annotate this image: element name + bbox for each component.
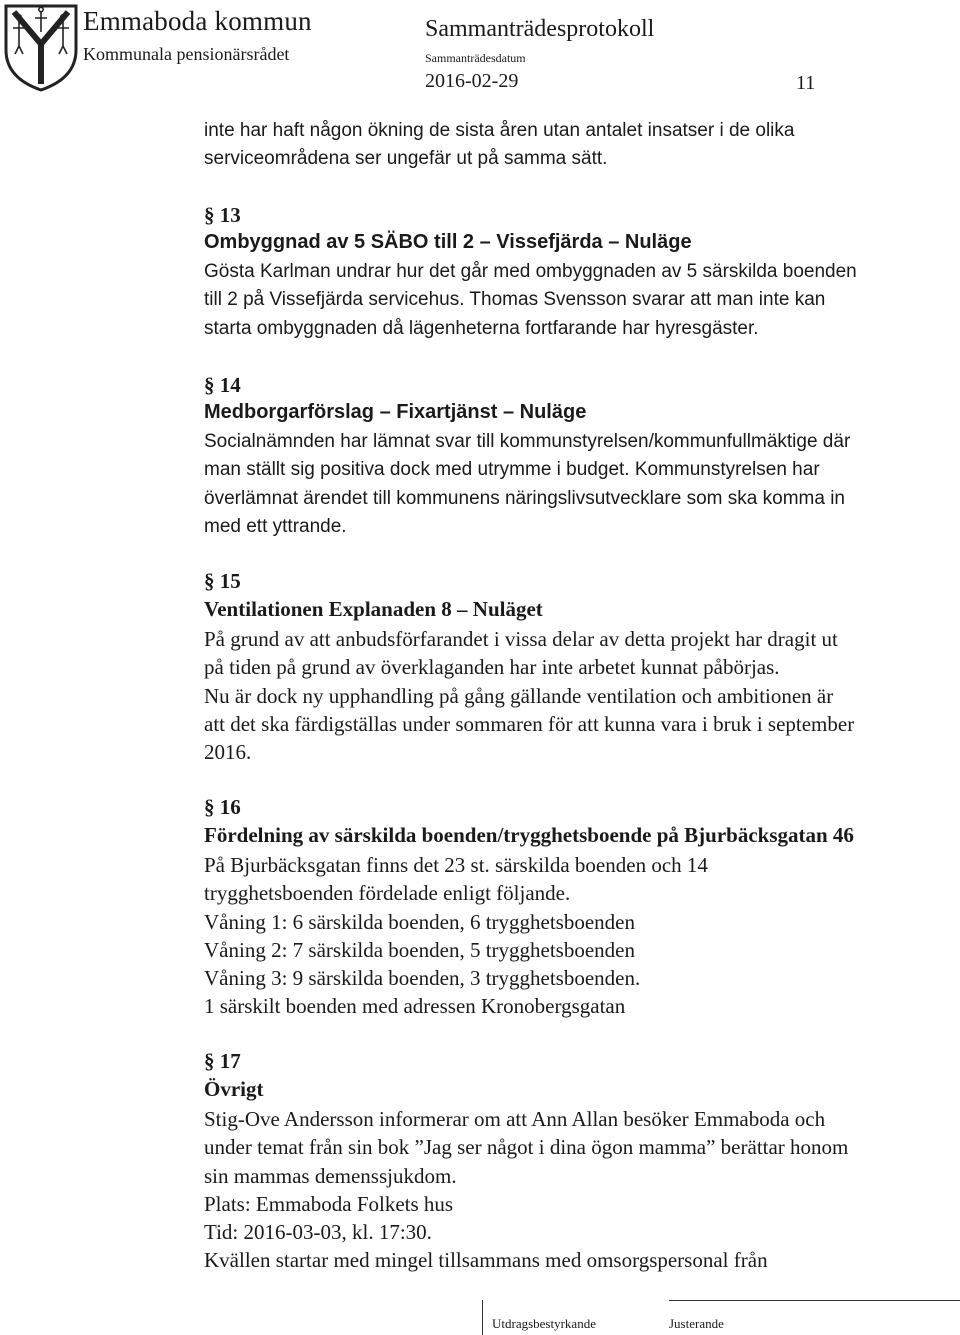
section-13-number: § 13 [204, 203, 241, 227]
paragraph-line: 1 särskilt boenden med adressen Kronobergsgatan [204, 994, 626, 1019]
paragraph-line: under temat från sin bok ”Jag ser något i dina ögon mamma” berättar honom [204, 1135, 849, 1160]
paragraph-line: Stig-Ove Andersson informerar om att Ann Allan besöker Emmaboda och [204, 1107, 826, 1131]
paragraph-line: starta ombyggnaden då lägenheterna fortfarande har hyresgäster. [204, 317, 759, 339]
section-16-title: Fördelning av särskilda boenden/trygghetsboende på Bjurbäcksgatan 46 [204, 823, 854, 847]
section-15-number: § 15 [204, 569, 241, 593]
section-13-body [204, 258, 960, 343]
municipality-crest [4, 4, 78, 92]
section-15-title: Ventilationen Explanaden 8 – Nuläget [204, 597, 543, 621]
signature-line [669, 1300, 960, 1301]
paragraph-line: att det ska färdigställas under sommaren för att kunna vara i bruk i september [204, 711, 855, 736]
paragraph-line: på tiden på grund av överklaganden har inte arbetet kunnat påbörjas. [204, 655, 780, 680]
meeting-date: 2016-02-29 [425, 70, 519, 92]
section-14-number: § 14 [204, 373, 241, 397]
paragraph-line: Kvällen startar med mingel tillsammans med omsorgspersonal från [204, 1248, 768, 1273]
paragraph-line: 2016. [204, 740, 252, 765]
section-16-number: § 16 [204, 795, 241, 819]
paragraph-line: Gösta Karlman undrar hur det går med ombyggnaden av 5 särskilda boenden [204, 261, 857, 282]
intro-paragraph [204, 117, 960, 174]
signature-divider [482, 1300, 483, 1335]
justerande-label: Justerande [669, 1316, 724, 1331]
organization-name: Emmaboda kommun [83, 6, 312, 36]
paragraph-line: Tid: 2016-03-03, kl. 17:30. [204, 1220, 432, 1245]
organization-unit: Kommunala pensionärsrådet [83, 44, 290, 64]
paragraph-line: med ett yttrande. [204, 515, 347, 537]
section-15-body [204, 625, 960, 766]
paragraph-line: Plats: Emmaboda Folkets hus [204, 1191, 454, 1216]
utdragsbestyrkande-label: Utdragsbestyrkande [492, 1316, 596, 1331]
paragraph-line: På Bjurbäcksgatan finns det 23 st. särskilda boenden och 14 [204, 853, 708, 877]
paragraph-line: inte har haft någon ökning de sista åren utan antalet insatser i de olika [204, 120, 795, 141]
paragraph-line: trygghetsboenden fördelade enligt följande. [204, 881, 571, 906]
paragraph-line: serviceområdena ser ungefär ut på samma sätt. [204, 148, 608, 170]
paragraph-line: Våning 1: 6 särskilda boenden, 6 trygghetsboenden [204, 909, 635, 934]
section-17-title: Övrigt [204, 1077, 264, 1101]
section-14-body [204, 428, 960, 541]
page-number: 11 [796, 72, 816, 94]
paragraph-line: till 2 på Vissefjärda servicehus. Thomas Svensson svarar att man inte kan [204, 289, 826, 311]
crest-icon [4, 4, 78, 92]
paragraph-line: sin mammas demenssjukdom. [204, 1163, 457, 1188]
document-type: Sammanträdesprotokoll [425, 16, 655, 42]
section-16-body [204, 851, 960, 1021]
paragraph-line: Nu är dock ny upphandling på gång gällande ventilation och ambitionen är [204, 683, 834, 708]
paragraph-line: man ställt sig positiva dock med utrymme i budget. Kommunstyrelsen har [204, 459, 820, 481]
section-13-title: Ombyggnad av 5 SÄBO till 2 – Vissefjärda – Nuläge [204, 231, 692, 253]
paragraph-line: Våning 3: 9 särskilda boenden, 3 trygghetsboenden. [204, 966, 641, 991]
meeting-date-label: Sammanträdesdatum [425, 51, 526, 65]
section-17-number: § 17 [204, 1049, 241, 1073]
paragraph-line: överlämnat ärendet till kommunens näringslivsutvecklare som ska komma in [204, 487, 845, 509]
paragraph-line: På grund av att anbudsförfarandet i vissa delar av detta projekt har dragit ut [204, 627, 838, 651]
paragraph-line: Våning 2: 7 särskilda boenden, 5 trygghetsboenden [204, 937, 635, 962]
section-14-title: Medborgarförslag – Fixartjänst – Nuläge [204, 401, 587, 423]
section-17-body [204, 1105, 960, 1275]
paragraph-line: Socialnämnden har lämnat svar till kommunstyrelsen/kommunfullmäktige där [204, 431, 851, 452]
